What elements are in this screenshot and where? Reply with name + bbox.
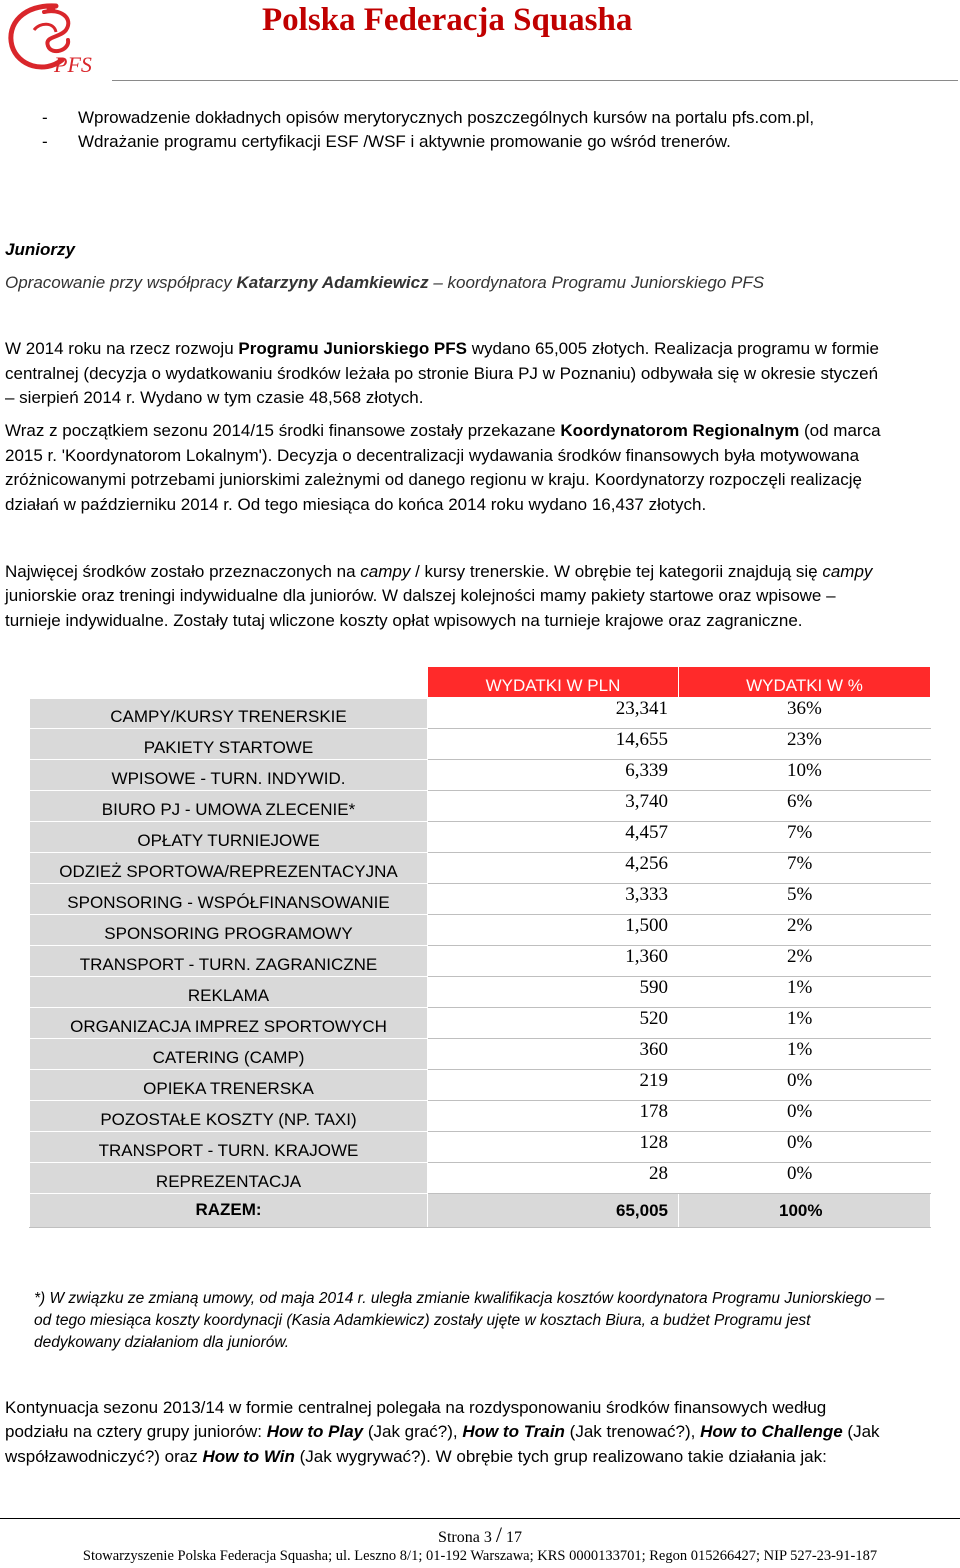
text-run: (Jak grać?), bbox=[363, 1422, 463, 1441]
header-divider bbox=[112, 80, 958, 81]
category-cell: ODZIEŻ SPORTOWA/REPREZENTACYJNA bbox=[30, 853, 428, 884]
text-run: współzawodniczyć?) oraz bbox=[5, 1447, 203, 1466]
table-header-row bbox=[30, 667, 931, 698]
text-run-bold-italic: How to Train bbox=[462, 1422, 565, 1441]
paragraph-2-line bbox=[5, 419, 881, 444]
pln-cell: 4,457 bbox=[428, 822, 679, 853]
percent-cell: 0% bbox=[679, 1163, 931, 1194]
paragraph-2-line: działań w październiku 2014 r. Od tego miesiąca do końca 2014 roku wydano 16,437 złotych. bbox=[5, 495, 707, 514]
page-label: Strona bbox=[438, 1529, 480, 1546]
category-cell: BIURO PJ - UMOWA ZLECENIE* bbox=[30, 791, 428, 822]
category-cell: WPISOWE - TURN. INDYWID. bbox=[30, 760, 428, 791]
section-credit bbox=[5, 271, 764, 296]
text-run: podziału na cztery grupy juniorów: bbox=[5, 1422, 267, 1441]
text-run: (Jak wygrywać?). W obrębie tych grup realizowano takie działania jak: bbox=[294, 1447, 827, 1466]
page-current: 3 bbox=[483, 1529, 492, 1546]
footnote-line: *) W związku ze zmianą umowy, od maja 2014 r. uległa zmianie kwalifikacja kosztów koordynatora Programu Juniorskiego – bbox=[34, 1290, 885, 1307]
category-cell: SPONSORING PROGRAMOWY bbox=[30, 915, 428, 946]
category-cell: OPŁATY TURNIEJOWE bbox=[30, 822, 428, 853]
pln-cell: 3,333 bbox=[428, 884, 679, 915]
credit-suffix: – koordynatora Programu Juniorskiego PFS bbox=[428, 273, 765, 292]
pln-cell: 3,740 bbox=[428, 791, 679, 822]
bullet-dash: - bbox=[42, 132, 48, 151]
pln-cell: 6,339 bbox=[428, 760, 679, 791]
pln-cell: 28 bbox=[428, 1163, 679, 1194]
percent-cell: 2% bbox=[679, 946, 931, 977]
percent-cell: 2% bbox=[679, 915, 931, 946]
text-run: (Jak bbox=[842, 1422, 880, 1441]
percent-cell: 0% bbox=[679, 1101, 931, 1132]
table-row bbox=[30, 946, 931, 977]
pln-cell: 1,500 bbox=[428, 915, 679, 946]
paragraph-3-line: juniorskie oraz treningi indywidualne dla juniorów. W dalszej kolejności mamy pakiety startowe oraz wpisowe – bbox=[5, 586, 836, 605]
total-label: RAZEM: bbox=[30, 1194, 428, 1228]
footer-divider bbox=[0, 1518, 960, 1519]
text-run: / kursy trenerskie. W obrębie tej kategorii znajdują się bbox=[410, 562, 823, 581]
pln-cell: 360 bbox=[428, 1039, 679, 1070]
pln-cell: 128 bbox=[428, 1132, 679, 1163]
paragraph-3-line: turnieje indywidualne. Zostały tutaj wliczone koszty opłat wpisowych na turnieje krajowe oraz zagraniczne. bbox=[5, 611, 803, 630]
paragraph-2-line: 2015 r. 'Koordynatorom Lokalnym'). Decyzja o decentralizacji wydawania środków finansowych była motywowana bbox=[5, 446, 860, 465]
paragraph-4-line: Kontynuacja sezonu 2013/14 w formie centralnej polegała na rozdysponowaniu środków finansowych według bbox=[5, 1398, 827, 1417]
total-percent: 100% bbox=[679, 1194, 931, 1228]
table-row bbox=[30, 915, 931, 946]
paragraph-1-line: – sierpień 2014 r. Wydano w tym czasie 48,568 złotych. bbox=[5, 388, 424, 407]
table-row bbox=[30, 791, 931, 822]
text-run: Najwięcej środków zostało przeznaczonych na bbox=[5, 562, 361, 581]
table-row bbox=[30, 760, 931, 791]
bullet-item: Wdrażanie programu certyfikacji ESF /WSF i aktywnie promowanie go wśród trenerów. bbox=[78, 132, 731, 151]
percent-cell: 10% bbox=[679, 760, 931, 791]
pln-cell: 520 bbox=[428, 1008, 679, 1039]
text-run-italic: campy bbox=[360, 562, 411, 581]
pfs-logo-graphic bbox=[4, 0, 116, 80]
category-cell: SPONSORING - WSPÓŁFINANSOWANIE bbox=[30, 884, 428, 915]
credit-name: Katarzyny Adamkiewicz bbox=[236, 273, 429, 292]
table-row bbox=[30, 1039, 931, 1070]
text-run-italic: campy bbox=[822, 562, 873, 581]
pln-cell: 14,655 bbox=[428, 729, 679, 760]
table-total-row bbox=[30, 1194, 931, 1228]
expenses-table bbox=[29, 666, 931, 1228]
pln-cell: 23,341 bbox=[428, 698, 679, 729]
text-run-bold: Programu Juniorskiego PFS bbox=[238, 339, 467, 358]
text-run-bold: Koordynatorom Regionalnym bbox=[560, 421, 800, 440]
credit-prefix: Opracowanie przy współpracy bbox=[5, 273, 237, 292]
table-row bbox=[30, 698, 931, 729]
paragraph-4-line bbox=[5, 1445, 827, 1470]
paragraph-1-line bbox=[5, 337, 879, 362]
section-heading: Juniorzy bbox=[5, 240, 75, 259]
percent-cell: 0% bbox=[679, 1070, 931, 1101]
text-run: wydano 65,005 złotych. Realizacja programu w formie bbox=[467, 339, 879, 358]
text-run: (od marca bbox=[799, 421, 881, 440]
bullet-dash: - bbox=[42, 108, 48, 127]
percent-cell: 0% bbox=[679, 1132, 931, 1163]
category-cell: ORGANIZACJA IMPREZ SPORTOWYCH bbox=[30, 1008, 428, 1039]
table-row bbox=[30, 977, 931, 1008]
paragraph-3-line bbox=[5, 560, 872, 585]
category-cell: OPIEKA TRENERSKA bbox=[30, 1070, 428, 1101]
text-run-bold-italic: How to Challenge bbox=[700, 1422, 843, 1441]
percent-cell: 7% bbox=[679, 822, 931, 853]
category-cell: REPREZENTACJA bbox=[30, 1163, 428, 1194]
footnote-line: od tego miesiąca koszty koordynacji (Kasia Adamkiewicz) zostały ujęte w kosztach Biura, a budżet Programu jest bbox=[34, 1312, 811, 1329]
paragraph-1-line: centralnej (decyzja o wydatkowaniu środków leżała po stronie Biura PJ w Poznaniu) odbywała się w okresie styczeń bbox=[5, 364, 879, 383]
svg-text:PFS: PFS bbox=[54, 52, 92, 77]
pfs-logo bbox=[4, 0, 116, 80]
header-pln: WYDATKI W PLN bbox=[428, 667, 679, 698]
percent-cell: 1% bbox=[679, 1039, 931, 1070]
percent-cell: 5% bbox=[679, 884, 931, 915]
percent-cell: 6% bbox=[679, 791, 931, 822]
pln-cell: 590 bbox=[428, 977, 679, 1008]
percent-cell: 7% bbox=[679, 853, 931, 884]
text-run: W 2014 roku na rzecz rozwoju bbox=[5, 339, 239, 358]
pln-cell: 4,256 bbox=[428, 853, 679, 884]
category-cell: TRANSPORT - TURN. KRAJOWE bbox=[30, 1132, 428, 1163]
pln-cell: 219 bbox=[428, 1070, 679, 1101]
table-row bbox=[30, 1008, 931, 1039]
text-run: Wraz z początkiem sezonu 2014/15 środki finansowe zostały przekazane bbox=[5, 421, 561, 440]
organization-title: Polska Federacja Squasha bbox=[262, 2, 633, 38]
page-slash: / bbox=[495, 1522, 502, 1547]
page-number bbox=[0, 1522, 960, 1548]
text-run-bold-italic: How to Play bbox=[266, 1422, 364, 1441]
category-cell: PAKIETY STARTOWE bbox=[30, 729, 428, 760]
paragraph-2-line: zróżnicowanymi potrzebami juniorskimi zależnymi od danego regionu w kraju. Koordynatorzy rozpoczęli realizację bbox=[5, 470, 862, 489]
page-total: 17 bbox=[505, 1529, 522, 1546]
category-cell: CAMPY/KURSY TRENERSKIE bbox=[30, 698, 428, 729]
table-row bbox=[30, 884, 931, 915]
pln-cell: 1,360 bbox=[428, 946, 679, 977]
table-row bbox=[30, 1070, 931, 1101]
header-blank-cell bbox=[30, 667, 428, 698]
table-row bbox=[30, 729, 931, 760]
category-cell: TRANSPORT - TURN. ZAGRANICZNE bbox=[30, 946, 428, 977]
percent-cell: 1% bbox=[679, 1008, 931, 1039]
category-cell: REKLAMA bbox=[30, 977, 428, 1008]
percent-cell: 23% bbox=[679, 729, 931, 760]
table-row bbox=[30, 822, 931, 853]
pln-cell: 178 bbox=[428, 1101, 679, 1132]
percent-cell: 36% bbox=[679, 698, 931, 729]
text-run: (Jak trenować?), bbox=[564, 1422, 701, 1441]
bullet-item: Wprowadzenie dokładnych opisów merytorycznych poszczególnych kursów na portalu pfs.com.pl, bbox=[78, 108, 815, 127]
table-row bbox=[30, 1132, 931, 1163]
paragraph-4-line bbox=[5, 1420, 880, 1445]
header-percent: WYDATKI W % bbox=[679, 667, 931, 698]
category-cell: CATERING (CAMP) bbox=[30, 1039, 428, 1070]
text-run-bold-italic: How to Win bbox=[202, 1447, 295, 1466]
footer-address: Stowarzyszenie Polska Federacja Squasha; ul. Leszno 8/1; 01-192 Warszawa; KRS 0000133701; Regon 015266427; NIP 527-23-91-187 bbox=[82, 1548, 878, 1564]
table-row bbox=[30, 853, 931, 884]
percent-cell: 1% bbox=[679, 977, 931, 1008]
category-cell: POZOSTAŁE KOSZTY (NP. TAXI) bbox=[30, 1101, 428, 1132]
total-pln: 65,005 bbox=[428, 1194, 679, 1228]
table-row bbox=[30, 1163, 931, 1194]
footnote-line: dedykowany działaniom dla juniorów. bbox=[34, 1334, 290, 1351]
table-row bbox=[30, 1101, 931, 1132]
